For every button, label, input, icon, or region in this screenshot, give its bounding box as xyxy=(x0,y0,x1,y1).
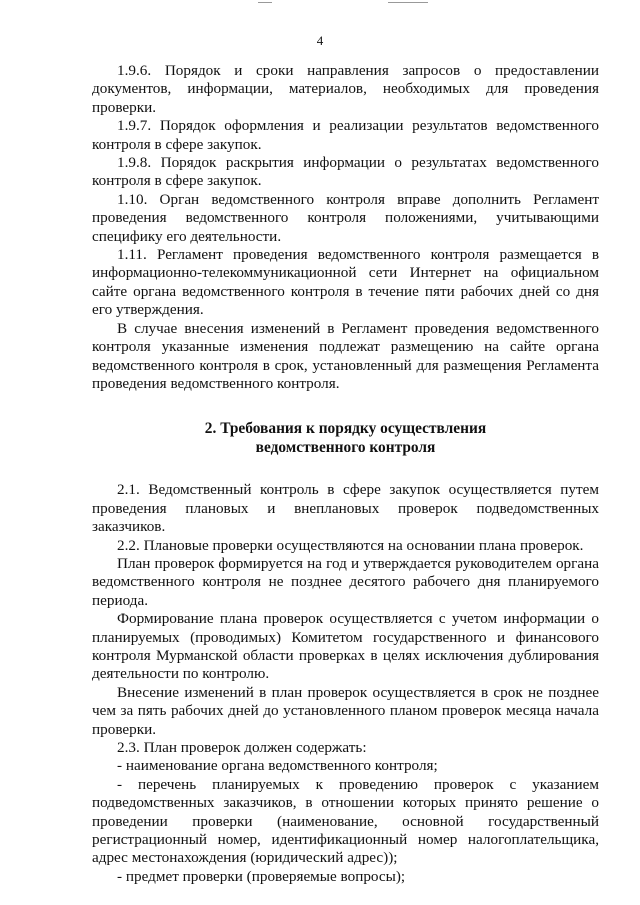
section-2-heading xyxy=(92,419,599,457)
list-item: - предмет проверки (проверяемые вопросы); xyxy=(117,867,406,885)
paragraph-1-9-7: 1.9.7. Порядок оформления и реализации результатов ведомственного контроля в сфере закупок. xyxy=(92,117,599,153)
paragraph-1-11: 1.11. Регламент проведения ведомственного контроля размещается в информационно-телекоммуникационной сети Интернет на официальном сайте органа ведомственного контроля в течение пяти рабочих дней со дня его утверждения. xyxy=(92,246,599,319)
paragraph-1-9-6: 1.9.6. Порядок и сроки направления запросов о предоставлении документов, информации, материалов, необходимых для проведения проверки. xyxy=(92,62,599,116)
paragraph-plan-info: Формирование плана проверок осуществляется с учетом информации о планируемых (проводимых) Комитетом государственного и финансового контроля Мурманской области проверках в целях исключения дублирования деятельности по контролю. xyxy=(92,610,599,683)
section-2-heading-line-2: ведомственного контроля xyxy=(255,439,436,457)
paragraph-amendments: В случае внесения изменений в Регламент проведения ведомственного контроля указанные изменения подлежат размещению на сайте органа ведомственного контроля в срок, установленный для размещения Регламента проведения ведомственного контроля. xyxy=(92,319,599,392)
paragraph-2-1: 2.1. Ведомственный контроль в сфере закупок осуществляется путем проведения плановых и внеплановых проверок подведомственных заказчиков. xyxy=(92,481,599,536)
paragraph-1-9-8: 1.9.8. Порядок раскрытия информации о результатах ведомственного контроля в сфере закупок. xyxy=(92,154,599,190)
paragraph-1-10: 1.10. Орган ведомственного контроля вправе дополнить Регламент проведения ведомственного контроля положениями, учитывающими специфику его деятельности. xyxy=(92,190,599,245)
scan-edge-mark xyxy=(258,2,272,3)
list-item: - наименование органа ведомственного контроля; xyxy=(117,757,438,775)
document-body xyxy=(92,62,599,886)
paragraph-2-3: 2.3. План проверок должен содержать: xyxy=(117,739,367,756)
page-number: 4 xyxy=(316,33,324,48)
paragraph-plan-formation: План проверок формируется на год и утверждается руководителем органа ведомственного контроля не позднее десятого рабочего дня планируемого периода. xyxy=(92,554,599,609)
section-2-heading-line-1: 2. Требования к порядку осуществления xyxy=(204,420,487,438)
scan-edge-mark xyxy=(388,2,428,3)
paragraph-2-2: 2.2. Плановые проверки осуществляются на основании плана проверок. xyxy=(117,536,584,554)
list-item: - перечень планируемых к проведению проверок с указанием подведомственных заказчиков, в отношении которых принято решение о проведении проверки (наименование, основной государственный регистрационный номер, идентификационный номер налогоплательщика, адрес местонахождения (юридический адрес)); xyxy=(92,775,599,867)
paragraph-plan-changes: Внесение изменений в план проверок осуществляется в срок не позднее чем за пять рабочих дней до установленного планом проверок месяца начала проверки. xyxy=(92,683,599,738)
